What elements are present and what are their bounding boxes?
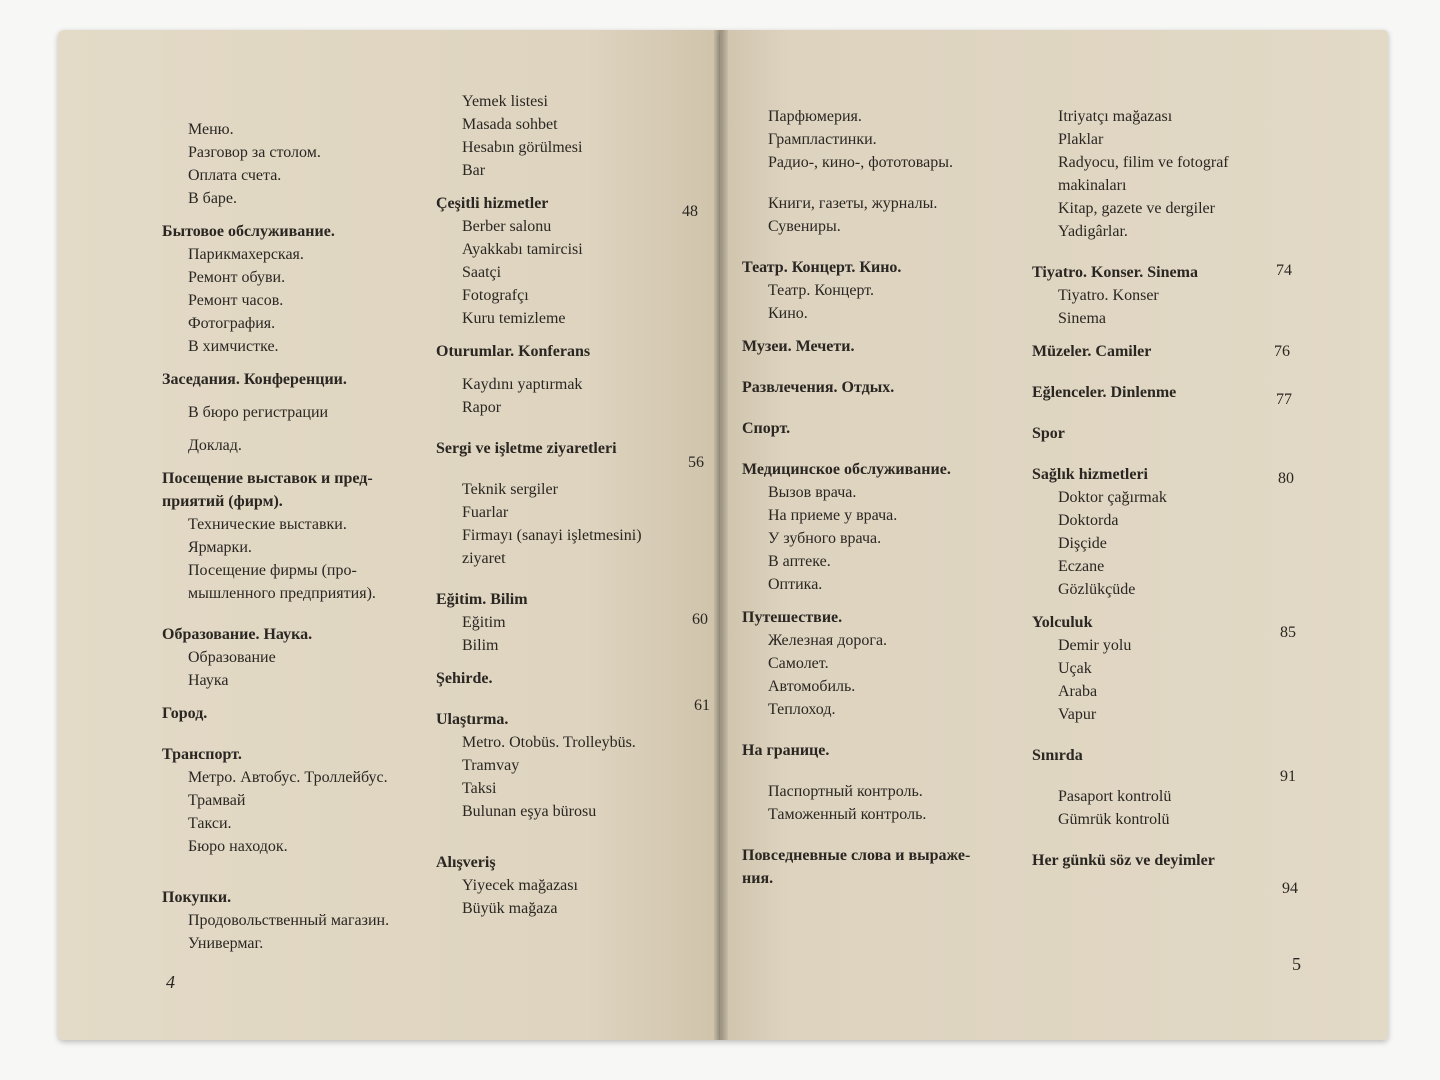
toc-entry: Бюро находок. <box>188 838 288 855</box>
toc-entry: ziyaret <box>462 550 506 567</box>
toc-entry: Büyük mağaza <box>462 900 558 917</box>
toc-entry: Самолет. <box>768 655 829 672</box>
left-russian-column <box>162 118 389 955</box>
toc-heading: Çeşitli hizmetler <box>436 195 549 212</box>
toc-heading: Oturumlar. Konferans <box>436 343 591 360</box>
toc-entry: Teknik sergiler <box>462 481 558 498</box>
toc-heading: Eğitim. Bilim <box>436 591 528 608</box>
toc-entry: Bulunan eşya bürosu <box>462 803 597 820</box>
toc-heading: Şehirde. <box>436 670 493 687</box>
toc-heading: На границе. <box>742 742 830 759</box>
page-ref: 61 <box>694 697 710 714</box>
toc-heading: Spor <box>1032 425 1065 442</box>
toc-entry: Doktorda <box>1058 512 1119 529</box>
toc-entry: Радио-, кино-, фототовары. <box>768 154 953 171</box>
toc-entry: У зубного врача. <box>768 530 882 547</box>
toc-entry: Eğitim <box>462 614 506 631</box>
right-russian-column <box>742 105 970 890</box>
toc-entry: Ayakkabı tamircisi <box>462 241 583 258</box>
toc-entry: Dişçide <box>1058 535 1107 552</box>
toc-entry: Оплата счета. <box>188 167 282 184</box>
toc-entry: Tiyatro. Konser <box>1058 287 1159 304</box>
toc-entry: makinaları <box>1058 177 1127 194</box>
toc-heading: Повседневные слова и выраже- <box>742 847 971 864</box>
toc-entry: Vapur <box>1058 706 1097 723</box>
toc-entry: Fotografçı <box>462 287 529 304</box>
toc-entry: Araba <box>1058 683 1098 700</box>
toc-entry: Saatçi <box>462 264 502 281</box>
toc-entry: Парикмахерская. <box>188 246 304 263</box>
toc-heading: Eğlenceler. Dinlenme <box>1032 384 1177 401</box>
toc-entry: Продовольственный магазин. <box>188 912 390 929</box>
toc-heading: Музеи. Мечети. <box>742 338 855 355</box>
page-ref: 76 <box>1274 343 1290 360</box>
toc-entry: Masada sohbet <box>462 116 558 133</box>
toc-entry: Разговор за столом. <box>188 144 321 161</box>
toc-entry: Taksi <box>462 780 497 797</box>
toc-entry: Gözlükçüde <box>1058 581 1136 598</box>
toc-heading: Спорт. <box>742 420 791 437</box>
toc-entry: Оптика. <box>768 576 823 593</box>
toc-heading: Sağlık hizmetleri <box>1032 466 1148 483</box>
toc-entry: Книги, газеты, журналы. <box>768 195 938 212</box>
toc-entry: В баре. <box>188 190 238 207</box>
toc-entry: Bilim <box>462 637 499 654</box>
toc-heading: Yolculuk <box>1032 614 1093 631</box>
toc-entry: Radyocu, filim ve fotograf <box>1058 154 1229 171</box>
toc-entry: Tramvay <box>462 757 520 774</box>
toc-heading: Her günkü söz ve deyimler <box>1032 852 1215 869</box>
toc-entry: Такси. <box>188 815 232 832</box>
toc-entry: Hesabın görülmesi <box>462 139 583 156</box>
toc-entry: Парфюмерия. <box>768 108 862 125</box>
toc-entry: Doktor çağırmak <box>1058 489 1167 506</box>
page-ref: 80 <box>1278 470 1294 487</box>
toc-entry: Yiyecek mağazası <box>462 877 578 894</box>
toc-entry: Паспортный контроль. <box>768 783 923 800</box>
toc-entry: Меню. <box>188 121 234 138</box>
toc-entry: Универмаг. <box>188 935 264 952</box>
toc-heading: Müzeler. Camiler <box>1032 343 1152 360</box>
toc-heading: Бытовое обслуживание. <box>162 223 335 240</box>
toc-entry: Uçak <box>1058 660 1092 677</box>
toc-entry: В химчистке. <box>188 338 279 355</box>
toc-entry: Кино. <box>768 305 808 322</box>
toc-entry: Доклад. <box>188 437 242 454</box>
toc-entry: Ремонт обуви. <box>188 269 286 286</box>
toc-heading: Образование. Наука. <box>162 626 313 643</box>
toc-entry: Pasaport kontrolü <box>1058 788 1172 805</box>
toc-entry: На приеме у врача. <box>768 507 898 524</box>
toc-entry: Технические выставки. <box>188 516 347 533</box>
toc-entry: Фотография. <box>188 315 276 332</box>
toc-entry: Ремонт часов. <box>188 292 284 309</box>
toc-entry: Yemek listesi <box>462 93 548 110</box>
toc-entry: Метро. Автобус. Троллейбус. <box>188 769 388 786</box>
toc-entry: Таможенный контроль. <box>768 806 927 823</box>
toc-entry: Образование <box>188 649 276 666</box>
toc-heading: Sergi ve işletme ziyaretleri <box>436 440 617 457</box>
toc-entry: Firmayı (sanayi işletmesini) <box>462 527 642 544</box>
toc-entry: Железная дорога. <box>768 632 888 649</box>
toc-entry: Теплоход. <box>768 701 836 718</box>
toc-entry: Eczane <box>1058 558 1105 575</box>
toc-entry: Kitap, gazete ve dergiler <box>1058 200 1215 217</box>
toc-heading: Ulaştırma. <box>436 711 509 728</box>
toc-heading: Театр. Концерт. Кино. <box>742 259 902 276</box>
toc-entry: Fuarlar <box>462 504 509 521</box>
toc-entry: Plaklar <box>1058 131 1104 148</box>
toc-heading: Путешествие. <box>742 609 843 626</box>
page-number: 4 <box>166 972 175 992</box>
toc-heading: Sınırda <box>1032 747 1083 764</box>
toc-entry: Наука <box>188 672 229 689</box>
page-ref: 77 <box>1276 391 1292 408</box>
toc-entry: Трамвай <box>188 792 246 809</box>
toc-entry: Rapor <box>462 399 502 416</box>
toc-entry: Ярмарки. <box>188 539 252 556</box>
page-ref: 56 <box>688 454 704 471</box>
open-book <box>58 30 1388 1040</box>
toc-entry: Bar <box>462 162 486 179</box>
toc-entry: Kaydını yaptırmak <box>462 376 583 393</box>
page-ref: 91 <box>1280 768 1296 785</box>
toc-heading: Tiyatro. Konser. Sinema <box>1032 264 1198 281</box>
toc-heading: Посещение выставок и пред- <box>162 470 373 487</box>
page-number: 5 <box>1292 954 1301 974</box>
right-turkish-column <box>1032 105 1229 872</box>
toc-entry: Yadigârlar. <box>1058 223 1128 240</box>
toc-heading: Транспорт. <box>162 746 242 763</box>
toc-heading: Город. <box>162 705 208 722</box>
toc-entry: Demir yolu <box>1058 637 1132 654</box>
page-ref: 94 <box>1282 880 1298 897</box>
toc-entry: Грампластинки. <box>768 131 877 148</box>
toc-heading: Alışveriş <box>436 854 496 871</box>
toc-entry: Театр. Концерт. <box>768 282 875 299</box>
toc-entry: мышленного предприятия). <box>188 585 376 602</box>
toc-entry: Вызов врача. <box>768 484 857 501</box>
left-turkish-column <box>436 90 642 920</box>
toc-entry: Посещение фирмы (про- <box>188 562 357 579</box>
toc-entry: Berber salonu <box>462 218 552 235</box>
toc-entry: Sinema <box>1058 310 1106 327</box>
toc-entry: В бюро регистрации <box>188 404 329 421</box>
toc-entry: Itriyatçı mağazası <box>1058 108 1173 125</box>
page-ref: 60 <box>692 611 708 628</box>
toc-heading: Покупки. <box>162 889 232 906</box>
page-ref: 85 <box>1280 624 1296 641</box>
toc-heading: Заседания. Конференции. <box>162 371 347 388</box>
toc-heading: Развлечения. Отдых. <box>742 379 895 396</box>
toc-entry: Gümrük kontrolü <box>1058 811 1170 828</box>
toc-entry: Kuru temizleme <box>462 310 566 327</box>
toc-entry: Metro. Otobüs. Trolleybüs. <box>462 734 636 751</box>
toc-heading: Медицинское обслуживание. <box>742 461 951 478</box>
toc-heading: приятий (фирм). <box>162 493 283 510</box>
toc-entry: В аптеке. <box>768 553 831 570</box>
toc-heading: ния. <box>742 870 774 887</box>
page-ref: 48 <box>682 203 698 220</box>
book-gutter <box>714 30 728 1040</box>
toc-entry: Сувениры. <box>768 218 841 235</box>
page-ref: 74 <box>1276 262 1292 279</box>
toc-entry: Автомобиль. <box>768 678 856 695</box>
